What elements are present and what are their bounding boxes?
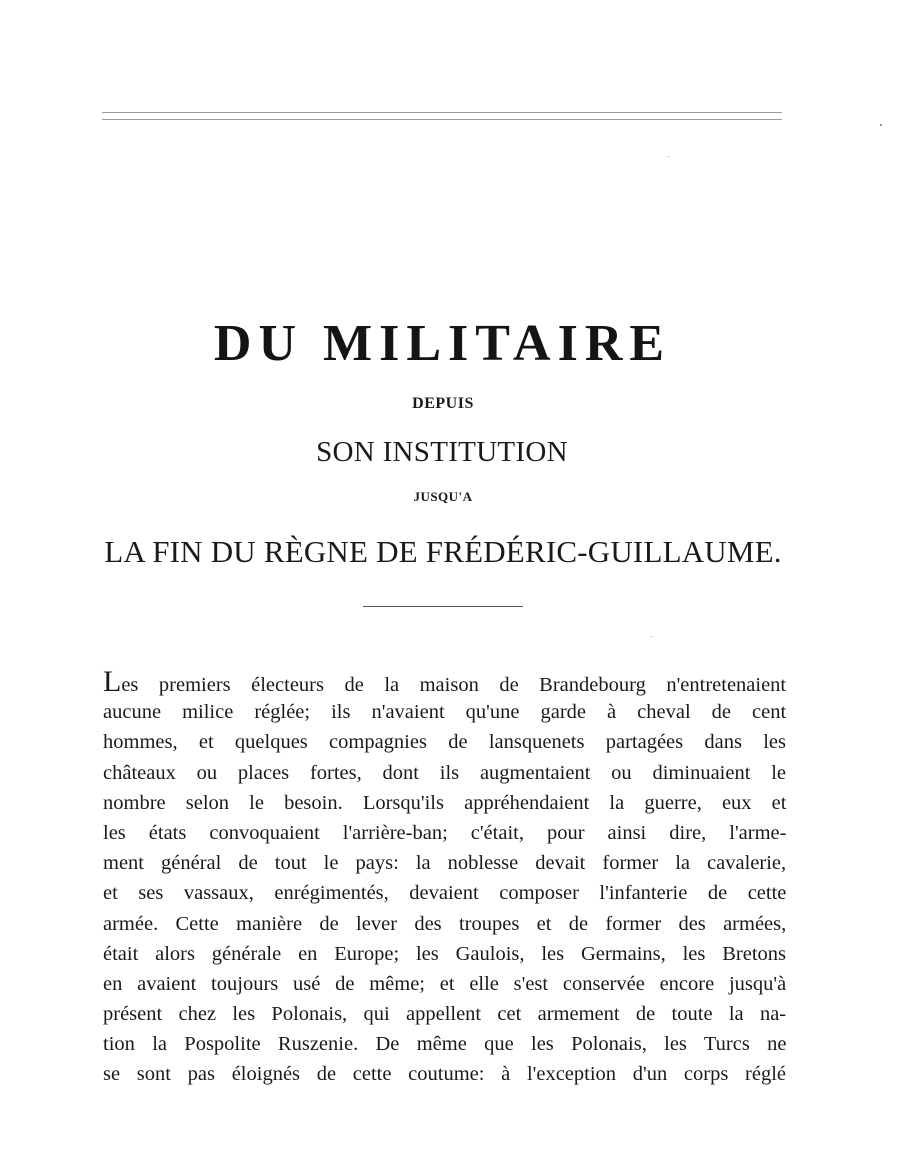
section-divider bbox=[363, 606, 523, 607]
paper-speck bbox=[880, 124, 882, 126]
subtitle-reign: LA FIN DU RÈGNE DE FRÉDÉRIC-GUILLAUME. bbox=[104, 534, 782, 569]
page-title: DU MILITAIRE bbox=[213, 315, 672, 372]
subtitle-depuis: DEPUIS bbox=[412, 395, 474, 412]
text-line-6: les états convoquaient l'arrière-ban; c'était, pour ainsi dire, l'arme- bbox=[103, 821, 787, 844]
text-line-9: armée. Cette manière de lever des troupes et de former des armées, bbox=[103, 912, 787, 935]
paper-speck bbox=[668, 156, 669, 157]
text-line-5: nombre selon le besoin. Lorsqu'ils appréhendaient la guerre, eux et bbox=[103, 791, 787, 814]
top-double-rule bbox=[102, 112, 782, 120]
text-line-1-rest: es premiers électeurs de la maison de Brandebourg n'entretenaient bbox=[121, 674, 787, 696]
text-line-10: était alors générale en Europe; les Gaulois, les Germains, les Bretons bbox=[103, 942, 786, 965]
subtitle-jusqua: JUSQU'A bbox=[413, 489, 473, 504]
text-line-12: présent chez les Polonais, qui appellent cet armement de toute la na- bbox=[103, 1003, 787, 1026]
subtitle-institution: SON INSTITUTION bbox=[316, 436, 568, 468]
drop-cap: L bbox=[103, 665, 122, 698]
text-line-4: châteaux ou places fortes, dont ils augmentaient ou diminuaient le bbox=[103, 761, 786, 784]
text-line-2: aucune milice réglée; ils n'avaient qu'une garde à cheval de cent bbox=[103, 701, 787, 724]
text-line-13: tion la Pospolite Ruszenie. De même que les Polonais, les Turcs ne bbox=[103, 1033, 787, 1056]
text-line-7: ment général de tout le pays: la noblesse devait former la cavalerie, bbox=[103, 852, 787, 875]
text-line-14: se sont pas éloignés de cette coutume: à l'exception d'un corps réglé bbox=[103, 1063, 786, 1086]
text-line-11: en avaient toujours usé de même; et elle s'est conservée encore jusqu'à bbox=[103, 972, 787, 995]
body-paragraph bbox=[103, 667, 786, 1090]
text-line-3: hommes, et quelques compagnies de lansquenets partagées dans les bbox=[103, 731, 786, 754]
text-line-1 bbox=[103, 667, 786, 697]
paper-speck bbox=[651, 636, 652, 637]
text-line-8: et ses vassaux, enrégimentés, devaient composer l'infanterie de cette bbox=[103, 882, 787, 905]
